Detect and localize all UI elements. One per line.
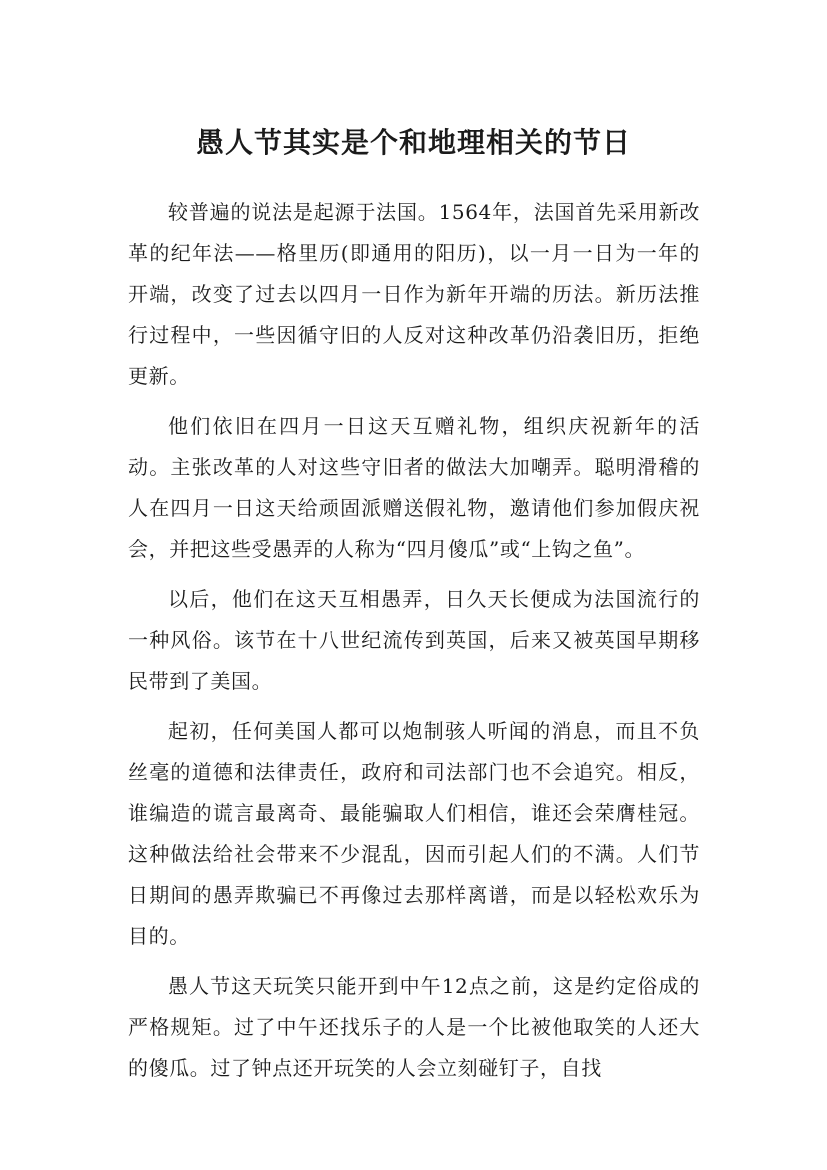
paragraph-4: 起初，任何美国人都可以炮制骇人听闻的消息，而且不负丝毫的道德和法律责任，政府和司法部门也不会追究。相反，谁编造的谎言最离奇、最能骗取人们相信，谁还会荣膺桂冠。这种做法给社会带来不少混乱，因而引起人们的不满。人们节日期间的愚弄欺骗已不再像过去那样离谱，而是以轻松欢乐为目的。 [128, 719, 700, 948]
paragraph-2: 他们依旧在四月一日这天互赠礼物，组织庆祝新年的活动。主张改革的人对这些守旧者的做法大加嘲弄。聪明滑稽的人在四月一日这天给顽固派赠送假礼物，邀请他们参加假庆祝会，并把这些受愚弄的人称为“四月傻瓜”或“上钩之鱼”。 [128, 414, 700, 561]
document-title: 愚人节其实是个和地理相关的节日 [195, 125, 631, 159]
paragraph-1: 较普遍的说法是起源于法国。1564年，法国首先采用新改革的纪年法——格里历(即通用的阳历)，以一月一日为一年的开端，改变了过去以四月一日作为新年开端的历法。新历法推行过程中，一些因循守旧的人反对这种改革仍沿袭旧历，拒绝更新。 [128, 200, 700, 388]
document-body [128, 192, 700, 1098]
paragraph-3: 以后，他们在这天互相愚弄，日久天长便成为法国流行的一种风俗。该节在十八世纪流传到英国，后来又被英国早期移民带到了美国。 [128, 587, 700, 693]
paragraph-5: 愚人节这天玩笑只能开到中午12点之前，这是约定俗成的严格规矩。过了中午还找乐子的人是一个比被他取笑的人还大的傻瓜。过了钟点还开玩笑的人会立刻碰钉子，自找 [128, 974, 700, 1080]
